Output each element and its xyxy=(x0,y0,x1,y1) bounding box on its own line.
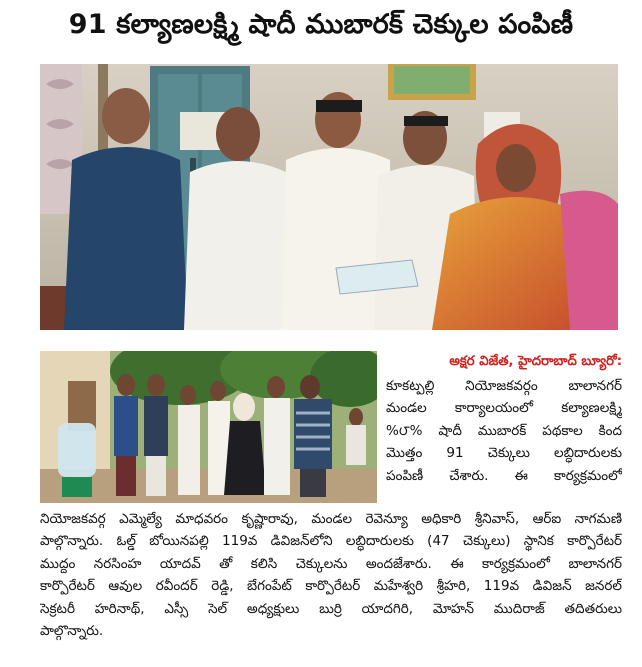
article-line: ముద్దం నరసింహ యాదవ్ తో కలిసి చెక్కులను అందజేశారు. ఈ కార్యక్రమంలో బాలానగర్ xyxy=(40,555,622,572)
article-line: పంపిణీ చేశారు. ఈ కార్యక్రమంలో xyxy=(386,467,622,484)
article-line: కార్పొరేటర్ ఆవుల రవీందర్ రెడ్డి, బేగంపేట్ కార్పొరేటర్ మహేశ్వరి శ్రీహరి, 119వ డివిజన్ జనరల్ xyxy=(40,578,622,595)
article-line: పాల్గొన్నారు. xyxy=(40,623,104,640)
article-line: పాల్గొన్నారు. ఓల్డ్ బోయినపల్లి 119వ డివిజన్‌లోని లబ్ధిదారులకు (47 చెక్కులు) స్థానిక కార్పొరేటర్ xyxy=(40,533,622,550)
main-photo xyxy=(40,64,618,330)
byline: అక్షర విజేత, హైదరాబాద్ బ్యూరో: xyxy=(449,354,622,369)
secondary-photo xyxy=(40,351,377,503)
article-line: మొత్తం 91 చెక్కులు లబ్ధిదారులకు xyxy=(386,445,622,462)
headline: 91 కల్యాణలక్ష్మి షాదీ ముబారక్ చెక్కుల పంపిణీ xyxy=(68,9,574,40)
article-line: కూకట్పల్లి నియోజకవర్గం బాలానగర్ xyxy=(386,378,622,394)
article-line: నియోజకవర్గ ఎమ్మెల్యే మాధవరం కృష్ణారావు, మండల రెవెన్యూ అధికారి శ్రీనివాస్, ఆర్ఐ నాగమణి xyxy=(40,511,622,527)
cheque-distribution-photo xyxy=(40,64,618,330)
article-line: %౮% షాదీ ముబారక్ పథకాల కింద xyxy=(386,422,622,439)
article-column-text xyxy=(386,375,622,487)
article-line: సెక్రటరీ హరినాథ్, ఎస్సీ సెల్ అధ్యక్షులు బుర్రి యాదగిరి, మోహన్ ముదిరాజ్ తదితరులు xyxy=(40,600,622,617)
outdoor-gathering-photo xyxy=(40,351,377,503)
article-body-text xyxy=(40,508,622,642)
article-line: మండల కార్యాలయంలో కల్యాణలక్ష్మి xyxy=(386,400,622,417)
